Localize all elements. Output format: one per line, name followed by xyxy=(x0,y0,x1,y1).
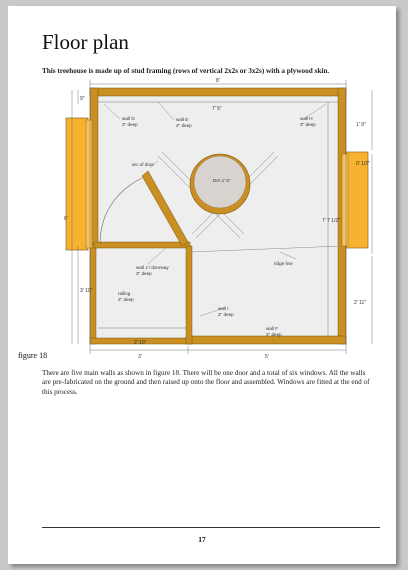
dim-top-inner: 7' 5" xyxy=(212,106,222,112)
window-left-sill xyxy=(86,120,92,248)
floor-plan-figure xyxy=(8,6,396,366)
label-wall-j: wall J / doorway xyxy=(136,265,169,270)
label-ridge-line: ridge line xyxy=(274,261,293,266)
window-right-sill xyxy=(342,154,348,246)
dim-left-height: 6' xyxy=(64,216,68,222)
document-page xyxy=(8,6,396,564)
label-wall-g: wall G xyxy=(122,116,135,121)
footer-rule xyxy=(42,527,380,528)
label-wall-h-depth: 3" deep xyxy=(300,122,316,127)
dim-bottom-left: 3' xyxy=(138,354,142,360)
label-diameter: DIA 1' 6" xyxy=(213,178,231,183)
page-title: Floor plan xyxy=(42,30,129,54)
label-railing-depth: 2" deep xyxy=(118,297,134,302)
dim-bottom-right: 5' xyxy=(265,354,269,360)
label-railing: railing xyxy=(118,291,131,296)
label-wall-h: wall H xyxy=(300,116,313,121)
railing-left xyxy=(90,244,96,344)
dim-right-top: 1' 9" xyxy=(356,122,366,128)
body-paragraph: There are five main walls as shown in figure 18. There will be one door and a total of six windows. All the walls are pre-fabricated on the ground and then raised up onto the floor and assembled. Windows are fitted at the end of this process. xyxy=(42,369,370,396)
dim-right-middle: 7' 7 1/2" xyxy=(322,218,341,224)
label-wall-g-depth: 3" deep xyxy=(122,122,138,127)
label-wall-f: wall F xyxy=(266,326,278,331)
dim-top-overall: 8' xyxy=(216,78,220,84)
label-wall-i: wall I xyxy=(218,306,229,311)
page-number: 17 xyxy=(198,535,206,544)
label-wall-e-depth: 2" deep xyxy=(176,123,192,128)
intro-paragraph: This treehouse is made up of stud framing (rows of vertical 2x2s or 3x2s) with a plywood skin. xyxy=(42,67,330,75)
dim-right-window: 0' 1/2" xyxy=(356,161,370,167)
wall-e xyxy=(90,88,346,96)
dim-bottom-inner: 2' 10" xyxy=(134,340,147,346)
wall-j xyxy=(94,242,190,248)
dim-right-lower: 2' 11" xyxy=(354,300,367,306)
figure-caption: figure 18 xyxy=(18,351,48,360)
label-wall-e: wall E xyxy=(176,117,189,122)
window-left xyxy=(66,118,88,250)
label-wall-j-depth: 3" deep xyxy=(136,271,152,276)
dim-left-lower: 3' 10" xyxy=(80,288,93,294)
label-wall-f-depth: 2" deep xyxy=(266,332,282,337)
dim-left-top-offset: 9" xyxy=(80,96,85,102)
wall-i xyxy=(186,246,192,344)
wall-f xyxy=(186,336,346,344)
label-wall-i-depth: 2" deep xyxy=(218,312,234,317)
label-arc-of-door: arc of door xyxy=(132,162,154,167)
